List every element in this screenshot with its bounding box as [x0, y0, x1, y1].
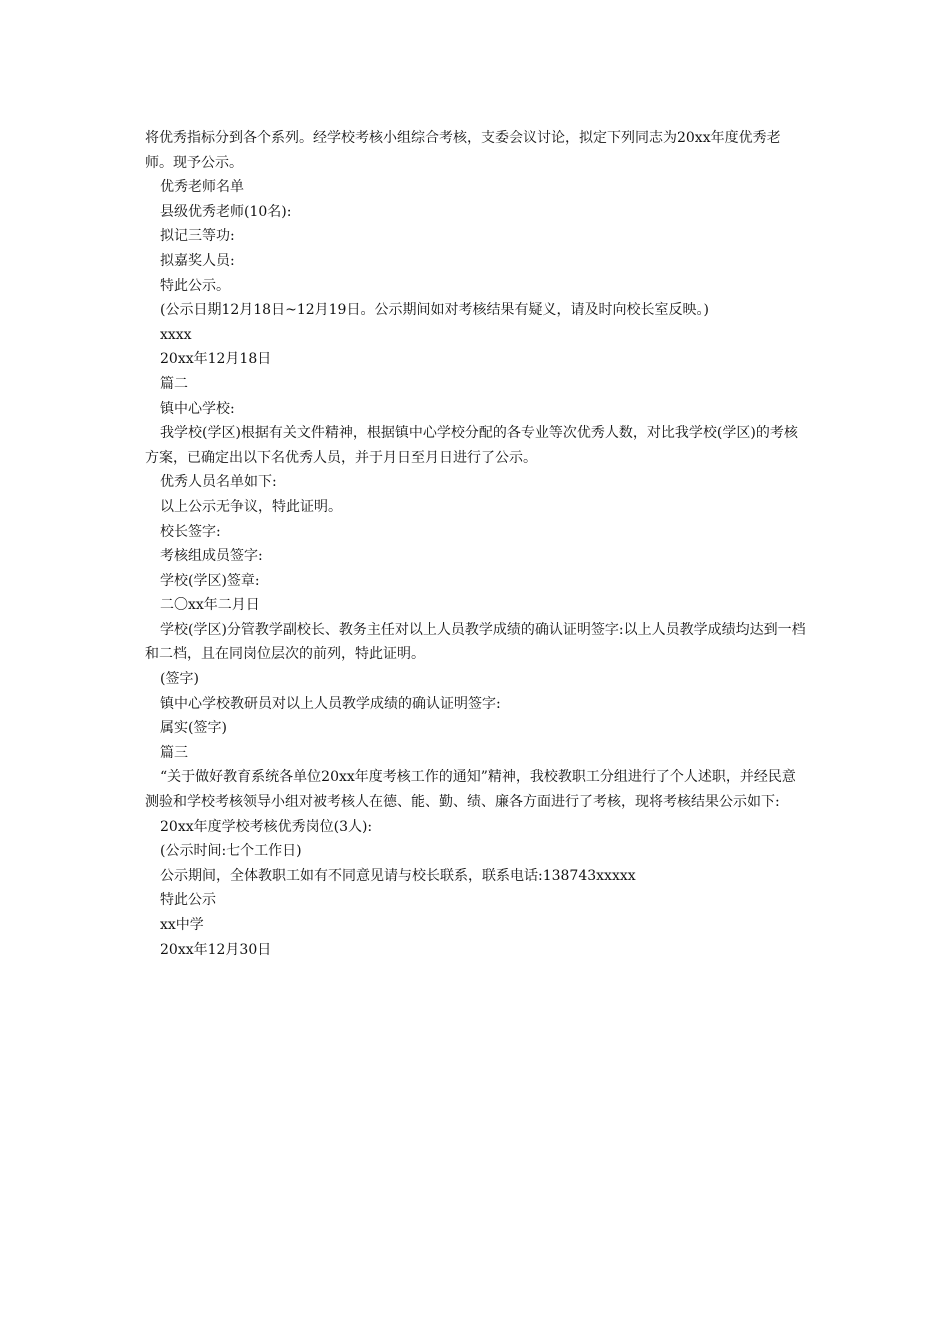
paragraph-signer: xxxx	[160, 326, 192, 343]
paragraph-county-teachers: 县级优秀老师(10名):	[160, 203, 292, 220]
paragraph-staff-list: 优秀人员名单如下:	[160, 474, 277, 491]
paragraph-researcher: 镇中心学校教研员对以上人员教学成绩的确认证明签字:	[160, 695, 501, 712]
paragraph-school-seal: 学校(学区)签章:	[160, 572, 260, 589]
section-heading-2: 篇二	[160, 375, 188, 392]
paragraph-addressee: 镇中心学校:	[160, 400, 235, 417]
paragraph-confirmed: 属实(签字)	[160, 720, 227, 737]
paragraph-third-class-merit: 拟记三等功:	[160, 228, 235, 245]
paragraph-date-3: 20xx年12月30日	[160, 941, 272, 958]
paragraph-annual-notice: “关于做好教育系统各单位20xx年度考核工作的通知”精神，我校教职工分组进行了个人述职，并经民意测验和学校考核领导小组对被考核人在德、能、勤、绩、廉各方面进行了考核，现将考核结果公示如下:	[145, 769, 796, 811]
paragraph-principal-sign: 校长签字:	[160, 523, 221, 540]
paragraph-body: 我学校(学区)根据有关文件精神，根据镇中心学校分配的各专业等次优秀人数，对比我学校(学区)的考核方案，已确定出以下名优秀人员，并于月日至月日进行了公示。	[145, 425, 798, 466]
paragraph-notice-end-2: 特此公示	[160, 892, 216, 909]
paragraph-date: 20xx年12月18日	[160, 351, 272, 368]
paragraph-notice-end: 特此公示。	[160, 277, 230, 294]
paragraph-no-dispute: 以上公示无争议，特此证明。	[160, 498, 342, 515]
paragraph-vice-principal: 学校(学区)分管教学副校长、教务主任对以上人员教学成绩的确认证明签字:以上人员教学成绩均达到一档和二档，且在同岗位层次的前列，特此证明。	[145, 621, 806, 663]
paragraph-contact: 公示期间，全体教职工如有不同意见请与校长联系，联系电话:138743xxxxx	[160, 867, 636, 884]
paragraph-notice-period: (公示日期12月18日~12月19日。公示期间如对考核结果有疑义，请及时向校长室反映。)	[160, 302, 709, 319]
paragraph-signature: (签字)	[160, 671, 199, 688]
paragraph-group-sign: 考核组成员签字:	[160, 548, 263, 565]
paragraph-notice-time: (公示时间:七个工作日)	[160, 843, 302, 860]
paragraph-date-2: 二〇xx年二月日	[160, 597, 260, 614]
section-heading-3: 篇三	[160, 744, 188, 761]
paragraph-intro: 将优秀指标分到各个系列。经学校考核小组综合考核，支委会议讨论，拟定下列同志为20xx年度优秀老师。现予公示。	[145, 130, 781, 171]
paragraph-list-title: 优秀老师名单	[160, 179, 244, 196]
paragraph-commendation: 拟嘉奖人员:	[160, 252, 235, 269]
document-body	[145, 126, 807, 962]
paragraph-school-name: xx中学	[160, 917, 204, 933]
paragraph-excellent-posts: 20xx年度学校考核优秀岗位(3人):	[160, 818, 373, 835]
